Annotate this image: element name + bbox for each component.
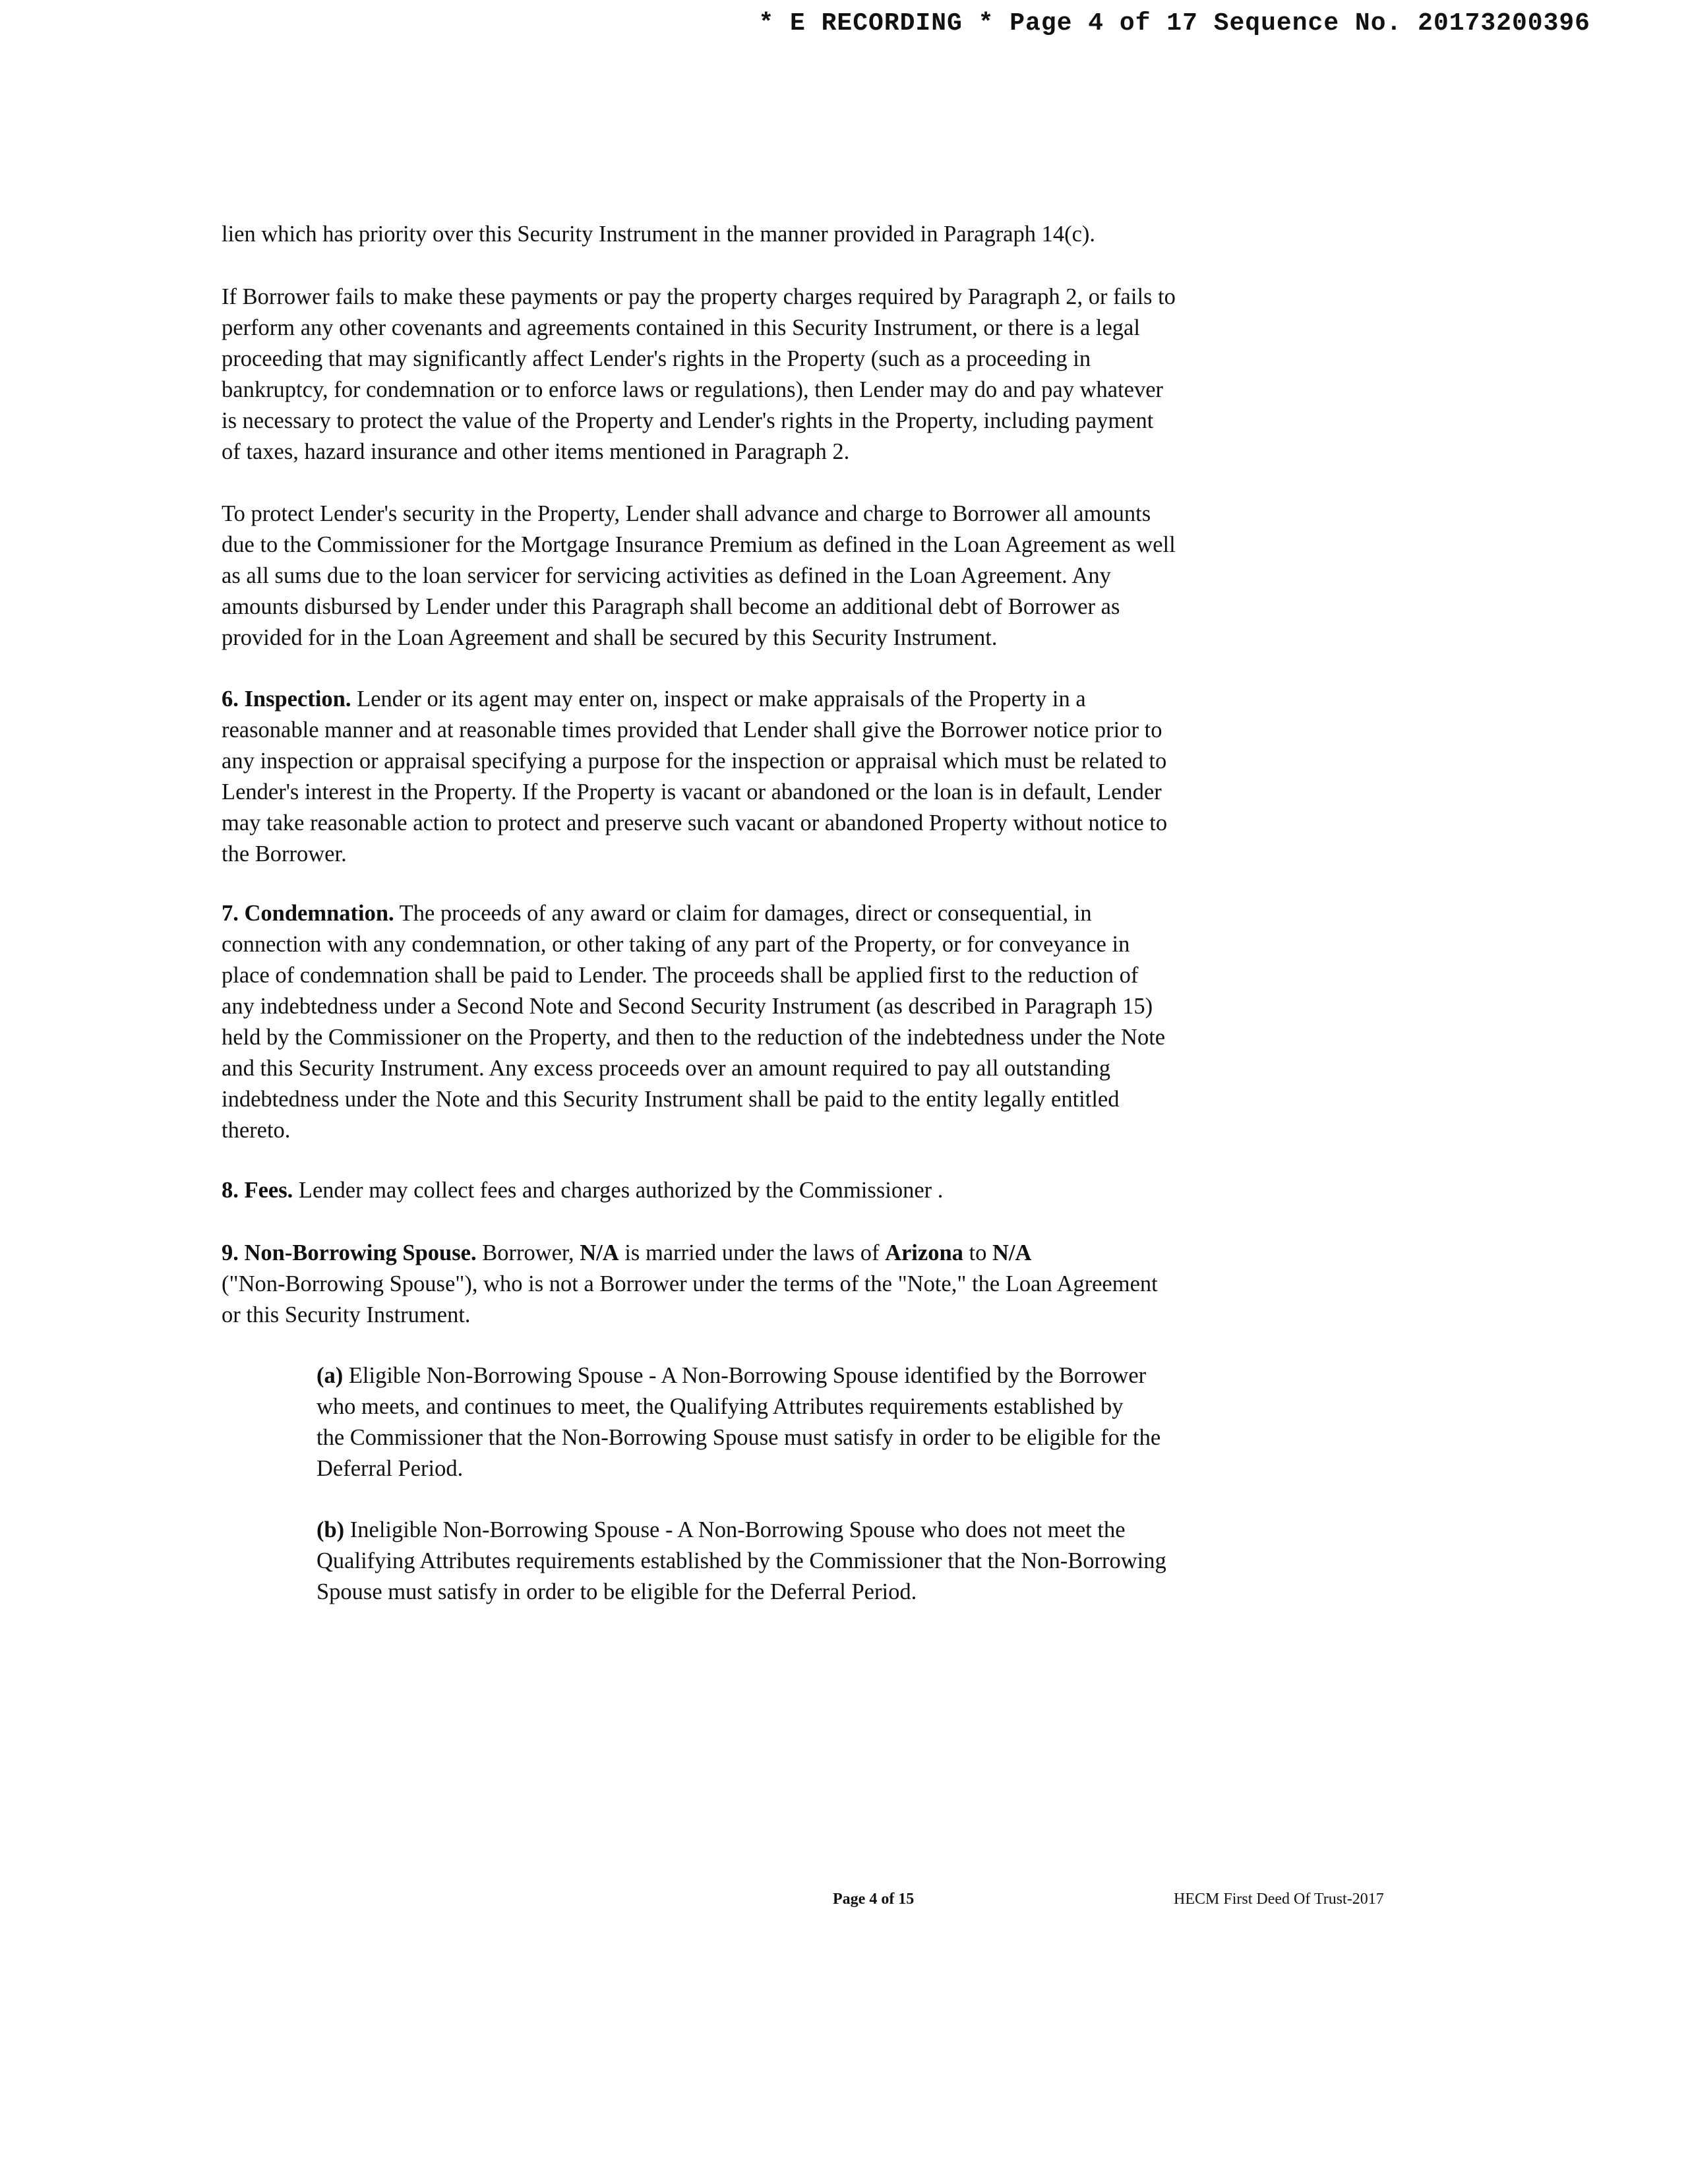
text-line: thereto.	[222, 1118, 291, 1143]
text-line: the Borrower.	[222, 841, 347, 866]
paragraph-protect-security	[222, 499, 1408, 653]
text-line: as all sums due to the loan servicer for servicing activities as defined in the Loan Agreement. Any	[222, 563, 1111, 588]
section-text: is married under the laws of	[618, 1240, 886, 1265]
text-line: the Commissioner that the Non-Borrowing Spouse must satisfy in order to be eligible for the	[316, 1425, 1161, 1450]
text-line: provided for in the Loan Agreement and shall be secured by this Security Instrument.	[222, 625, 998, 650]
state-name: Arizona	[885, 1240, 963, 1265]
text-line: lien which has priority over this Security Instrument in the manner provided in Paragraph 14(c).	[222, 222, 1096, 247]
section-non-borrowing-spouse	[222, 1238, 1408, 1331]
section-heading: 7. Condemnation.	[222, 901, 394, 926]
section-text: The proceeds of any award or claim for damages, direct or consequential, in	[394, 901, 1092, 926]
text-line: place of condemnation shall be paid to Lender. The proceeds shall be applied first to the reduction of	[222, 963, 1139, 988]
text-line	[316, 1360, 1345, 1391]
text-line: Lender's interest in the Property. If the Property is vacant or abandoned or the loan is in default, Lender	[222, 779, 1162, 804]
text-line: or this Security Instrument.	[222, 1302, 471, 1327]
section-inspection	[222, 684, 1408, 870]
text-line: proceeding that may significantly affect Lender's rights in the Property (such as a proceeding in	[222, 346, 1091, 371]
section-heading: 6. Inspection.	[222, 686, 351, 712]
subsection-eligible-spouse	[316, 1360, 1345, 1484]
text-line: is necessary to protect the value of the Property and Lender's rights in the Property, including payment	[222, 408, 1154, 433]
text-line: Qualifying Attributes requirements established by the Commissioner that the Non-Borrowing	[316, 1548, 1166, 1573]
subsection-ineligible-spouse	[316, 1515, 1345, 1608]
section-fees	[222, 1175, 1408, 1206]
paragraph-borrower-fails	[222, 282, 1408, 468]
text-line: connection with any condemnation, or other taking of any part of the Property, or for conveyance in	[222, 932, 1130, 957]
text-line: bankruptcy, for condemnation or to enforce laws or regulations), then Lender may do and pay whatever	[222, 377, 1164, 402]
text-line: ("Non-Borrowing Spouse"), who is not a Borrower under the terms of the "Note," the Loan Agreement	[222, 1271, 1158, 1296]
text-line: may take reasonable action to protect and preserve such vacant or abandoned Property without notice to	[222, 810, 1168, 835]
subsection-label: (b)	[316, 1517, 345, 1542]
footer-page-number: Page 4 of 15	[833, 1891, 915, 1908]
footer-form-name: HECM First Deed Of Trust-2017	[1174, 1891, 1384, 1908]
text-line: due to the Commissioner for the Mortgage Insurance Premium as defined in the Loan Agreement as well	[222, 532, 1176, 557]
subsection-text: Eligible Non-Borrowing Spouse - A Non-Borrowing Spouse identified by the Borrower	[343, 1363, 1147, 1388]
paragraph-lien	[222, 219, 1408, 250]
text-line: who meets, and continues to meet, the Qualifying Attributes requirements established by	[316, 1394, 1124, 1419]
subsection-label: (a)	[316, 1363, 344, 1388]
section-heading: 8. Fees.	[222, 1178, 293, 1203]
text-line	[222, 1175, 1408, 1206]
text-line: Deferral Period.	[316, 1456, 464, 1481]
text-line	[316, 1515, 1345, 1546]
text-line: To protect Lender's security in the Property, Lender shall advance and charge to Borrower all amounts	[222, 501, 1151, 526]
section-heading: 9. Non-Borrowing Spouse.	[222, 1240, 477, 1265]
text-line: and this Security Instrument. Any excess proceeds over an amount required to pay all outstanding	[222, 1056, 1111, 1081]
recording-header: * E RECORDING * Page 4 of 17 Sequence No. 20173200396	[758, 9, 1590, 38]
borrower-name: N/A	[580, 1240, 619, 1265]
text-line: of taxes, hazard insurance and other items mentioned in Paragraph 2.	[222, 439, 850, 464]
section-text: Lender may collect fees and charges authorized by the Commissioner .	[293, 1178, 944, 1203]
text-line	[222, 1238, 1408, 1269]
text-line: held by the Commissioner on the Property, and then to the reduction of the indebtedness under the Note	[222, 1025, 1166, 1050]
text-line	[222, 684, 1408, 715]
section-text: Borrower,	[476, 1240, 580, 1265]
section-text: Lender or its agent may enter on, inspect or make appraisals of the Property in a	[351, 686, 1086, 712]
section-condemnation	[222, 898, 1408, 1146]
text-line: any indebtedness under a Second Note and Second Security Instrument (as described in Paragraph 15)	[222, 994, 1153, 1019]
subsection-text: Ineligible Non-Borrowing Spouse - A Non-Borrowing Spouse who does not meet the	[344, 1517, 1126, 1542]
spouse-name: N/A	[992, 1240, 1032, 1265]
text-line	[222, 898, 1408, 929]
text-line: amounts disbursed by Lender under this Paragraph shall become an additional debt of Borrower as	[222, 594, 1120, 619]
section-text: to	[963, 1240, 992, 1265]
text-line: any inspection or appraisal specifying a purpose for the inspection or appraisal which must be related to	[222, 748, 1167, 774]
text-line: If Borrower fails to make these payments or pay the property charges required by Paragraph 2, or fails to	[222, 284, 1176, 309]
text-line: reasonable manner and at reasonable times provided that Lender shall give the Borrower notice prior to	[222, 717, 1162, 743]
text-line: Spouse must satisfy in order to be eligible for the Deferral Period.	[316, 1579, 917, 1604]
text-line: perform any other covenants and agreements contained in this Security Instrument, or there is a legal	[222, 315, 1140, 340]
text-line: indebtedness under the Note and this Security Instrument shall be paid to the entity legally entitled	[222, 1087, 1120, 1112]
